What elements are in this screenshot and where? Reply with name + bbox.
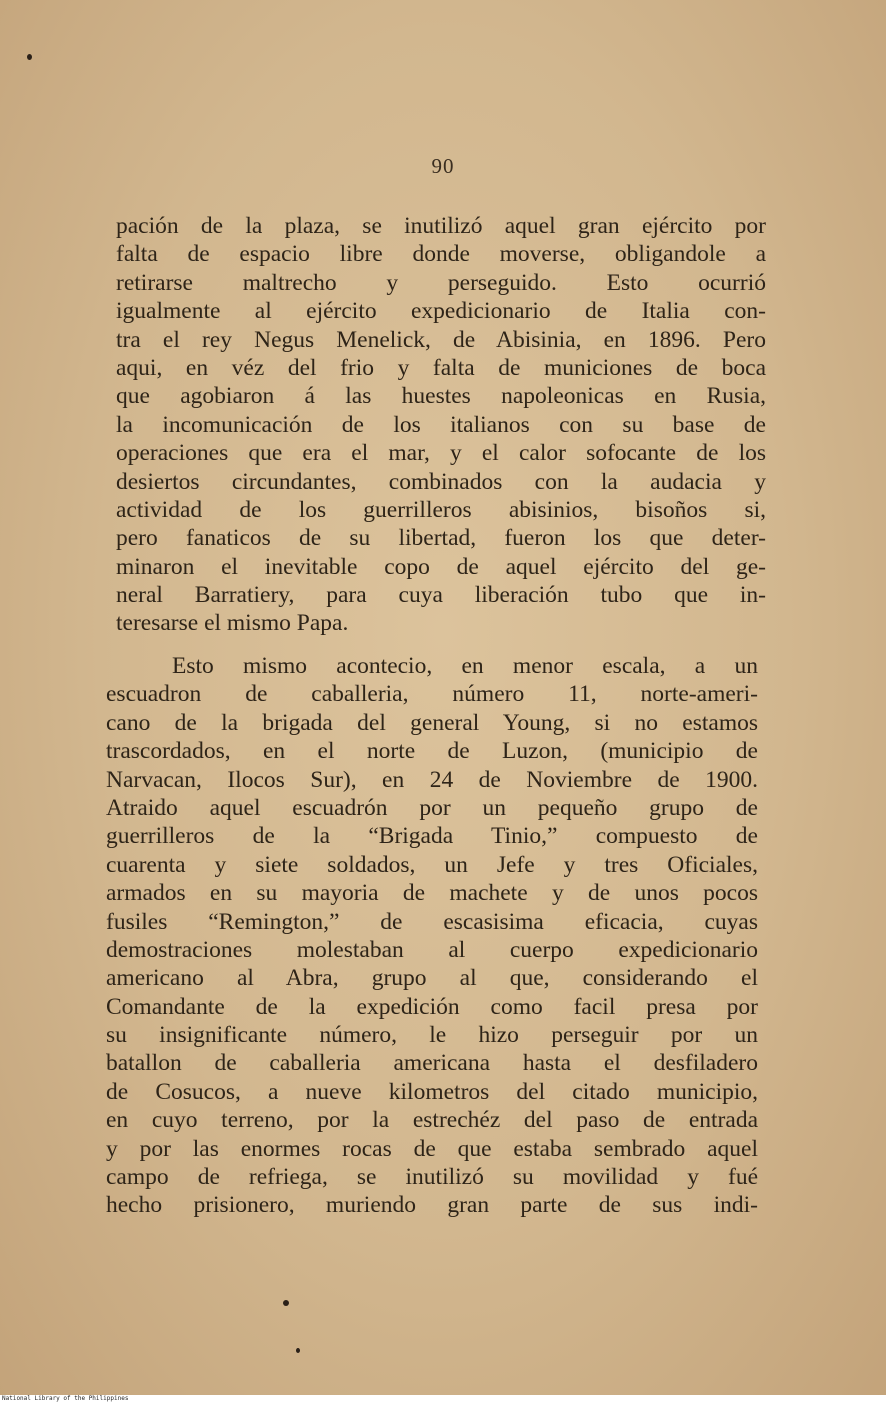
text-line: Narvacan, Ilocos Sur), en 24 de Noviembre de 1900. — [106, 766, 758, 793]
text-line: de Cosucos, a nueve kilometros del citado municipio, — [106, 1078, 758, 1105]
text-line: demostraciones molestaban al cuerpo expedicionario — [106, 936, 758, 963]
text-line: batallon de caballeria americana hasta el desfiladero — [106, 1050, 758, 1077]
text-line: falta de espacio libre donde moverse, obligandole a — [116, 241, 766, 268]
footer-bar — [0, 1395, 886, 1403]
text-line: guerrilleros de la “Brigada Tinio,” compuesto de — [106, 823, 758, 850]
text-line: Comandante de la expedición como facil presa por — [106, 993, 758, 1020]
text-line: igualmente al ejército expedicionario de Italia con- — [116, 298, 766, 325]
text-line: pero fanaticos de su libertad, fueron los que deter- — [116, 525, 766, 552]
text-line: y por las enormes rocas de que estaba sembrado aquel — [106, 1135, 758, 1162]
ink-spot-bottom-1 — [283, 1300, 289, 1306]
text-line: americano al Abra, grupo al que, considerando el — [106, 965, 758, 992]
text-line: operaciones que era el mar, y el calor sofocante de los — [116, 440, 766, 467]
ink-spot-top-left — [27, 54, 32, 60]
text-line: campo de refriega, se inutilizó su movilidad y fué — [106, 1164, 758, 1191]
text-line: cano de la brigada del general Young, si no estamos — [106, 709, 758, 736]
text-line: trascordados, en el norte de Luzon, (municipio de — [106, 738, 758, 765]
paragraph-1 — [116, 212, 766, 638]
text-line: minaron el inevitable copo de aquel ejército del ge- — [116, 553, 766, 580]
text-line: pación de la plaza, se inutilizó aquel gran ejército por — [116, 213, 766, 239]
text-line: en cuyo terreno, por la estrechéz del paso de entrada — [106, 1107, 758, 1134]
text-line: actividad de los guerrilleros abisinios, bisoños si, — [116, 496, 766, 523]
text-line: desiertos circundantes, combinados con la audacia y — [116, 468, 766, 495]
text-line: Atraido aquel escuadrón por un pequeño grupo de — [106, 794, 758, 821]
text-line: armados en su mayoria de machete y de unos pocos — [106, 880, 758, 907]
ink-spot-bottom-2 — [296, 1348, 300, 1353]
text-line: retirarse maltrecho y perseguido. Esto ocurrió — [116, 269, 766, 296]
page-number: 90 — [431, 154, 455, 178]
text-line: hecho prisionero, muriendo gran parte de sus indi- — [106, 1192, 758, 1219]
text-line: Esto mismo acontecio, en menor escala, a un — [172, 653, 758, 679]
text-line: su insignificante número, le hizo perseguir por un — [106, 1022, 758, 1049]
text-line: fusiles “Remington,” de escasisima eficacia, cuyas — [106, 908, 758, 935]
text-line: teresarse el mismo Papa. — [116, 610, 349, 637]
text-line: que agobiaron á las huestes napoleonicas en Rusia, — [116, 383, 766, 410]
text-line: aqui, en véz del frio y falta de municiones de boca — [116, 354, 766, 381]
text-line: neral Barratiery, para cuya liberación tubo que in- — [116, 582, 766, 609]
footer-credit: National Library of the Philippines — [2, 1395, 129, 1402]
text-line: escuadron de caballeria, número 11, norte-ameri- — [106, 681, 758, 708]
paragraph-2 — [106, 652, 758, 1220]
text-line: la incomunicación de los italianos con su base de — [116, 411, 766, 438]
text-line: cuarenta y siete soldados, un Jefe y tres Oficiales, — [106, 851, 758, 878]
text-line: tra el rey Negus Menelick, de Abisinia, en 1896. Pero — [116, 326, 766, 353]
